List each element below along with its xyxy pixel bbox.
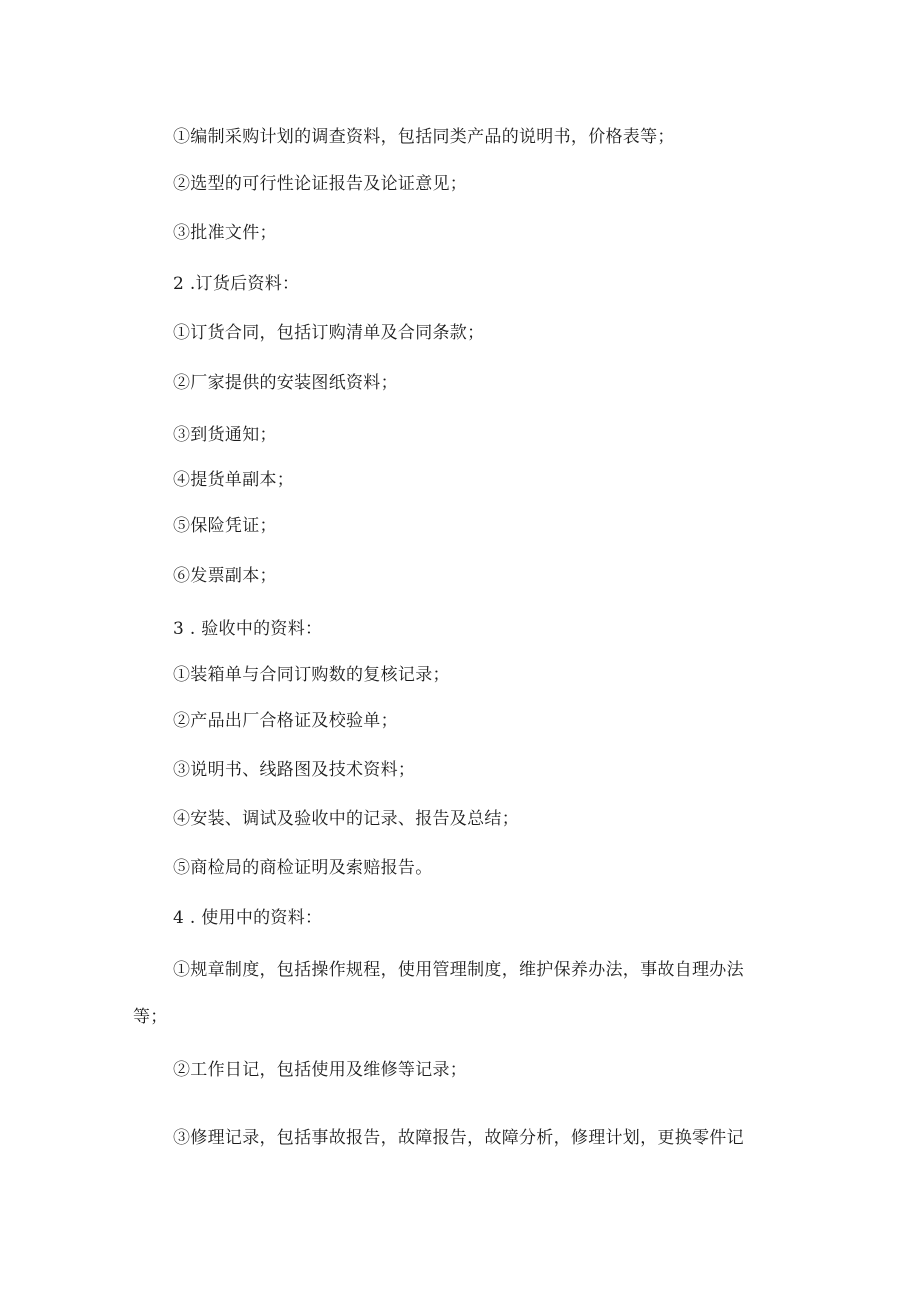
list-item: ④提货单副本； — [173, 470, 295, 490]
list-item: ⑤商检局的商检证明及索赔报告。 — [173, 858, 433, 878]
list-item: ①编制采购计划的调查资料，包括同类产品的说明书，价格表等； — [173, 127, 675, 147]
list-item-continuation: 等； — [133, 1007, 168, 1027]
section-heading: 3 . 验收中的资料： — [173, 619, 323, 639]
section-heading: 4 . 使用中的资料： — [173, 908, 323, 928]
list-item: ⑥发票副本； — [173, 566, 277, 586]
list-item: ①装箱单与合同订购数的复核记录； — [173, 665, 450, 685]
list-item: ③修理记录，包括事故报告，故障报告，故障分析，修理计划，更换零件记 — [173, 1128, 744, 1148]
list-item: ②工作日记，包括使用及维修等记录； — [173, 1060, 468, 1080]
list-item: ④安装、调试及验收中的记录、报告及总结； — [173, 809, 519, 829]
list-item: ②厂家提供的安装图纸资料； — [173, 373, 398, 393]
list-item: ②产品出厂合格证及校验单； — [173, 711, 398, 731]
list-item: ⑤保险凭证； — [173, 516, 277, 536]
list-item: ①规章制度，包括操作规程，使用管理制度，维护保养办法，事故自理办法 — [173, 960, 744, 980]
list-item: ③到货通知； — [173, 425, 277, 445]
list-item: ②选型的可行性论证报告及论证意见； — [173, 174, 468, 194]
list-item: ①订货合同，包括订购清单及合同条款； — [173, 323, 485, 343]
list-item: ③说明书、线路图及技术资料； — [173, 760, 416, 780]
section-heading: 2 .订货后资料： — [173, 274, 300, 294]
list-item: ③批准文件； — [173, 223, 277, 243]
